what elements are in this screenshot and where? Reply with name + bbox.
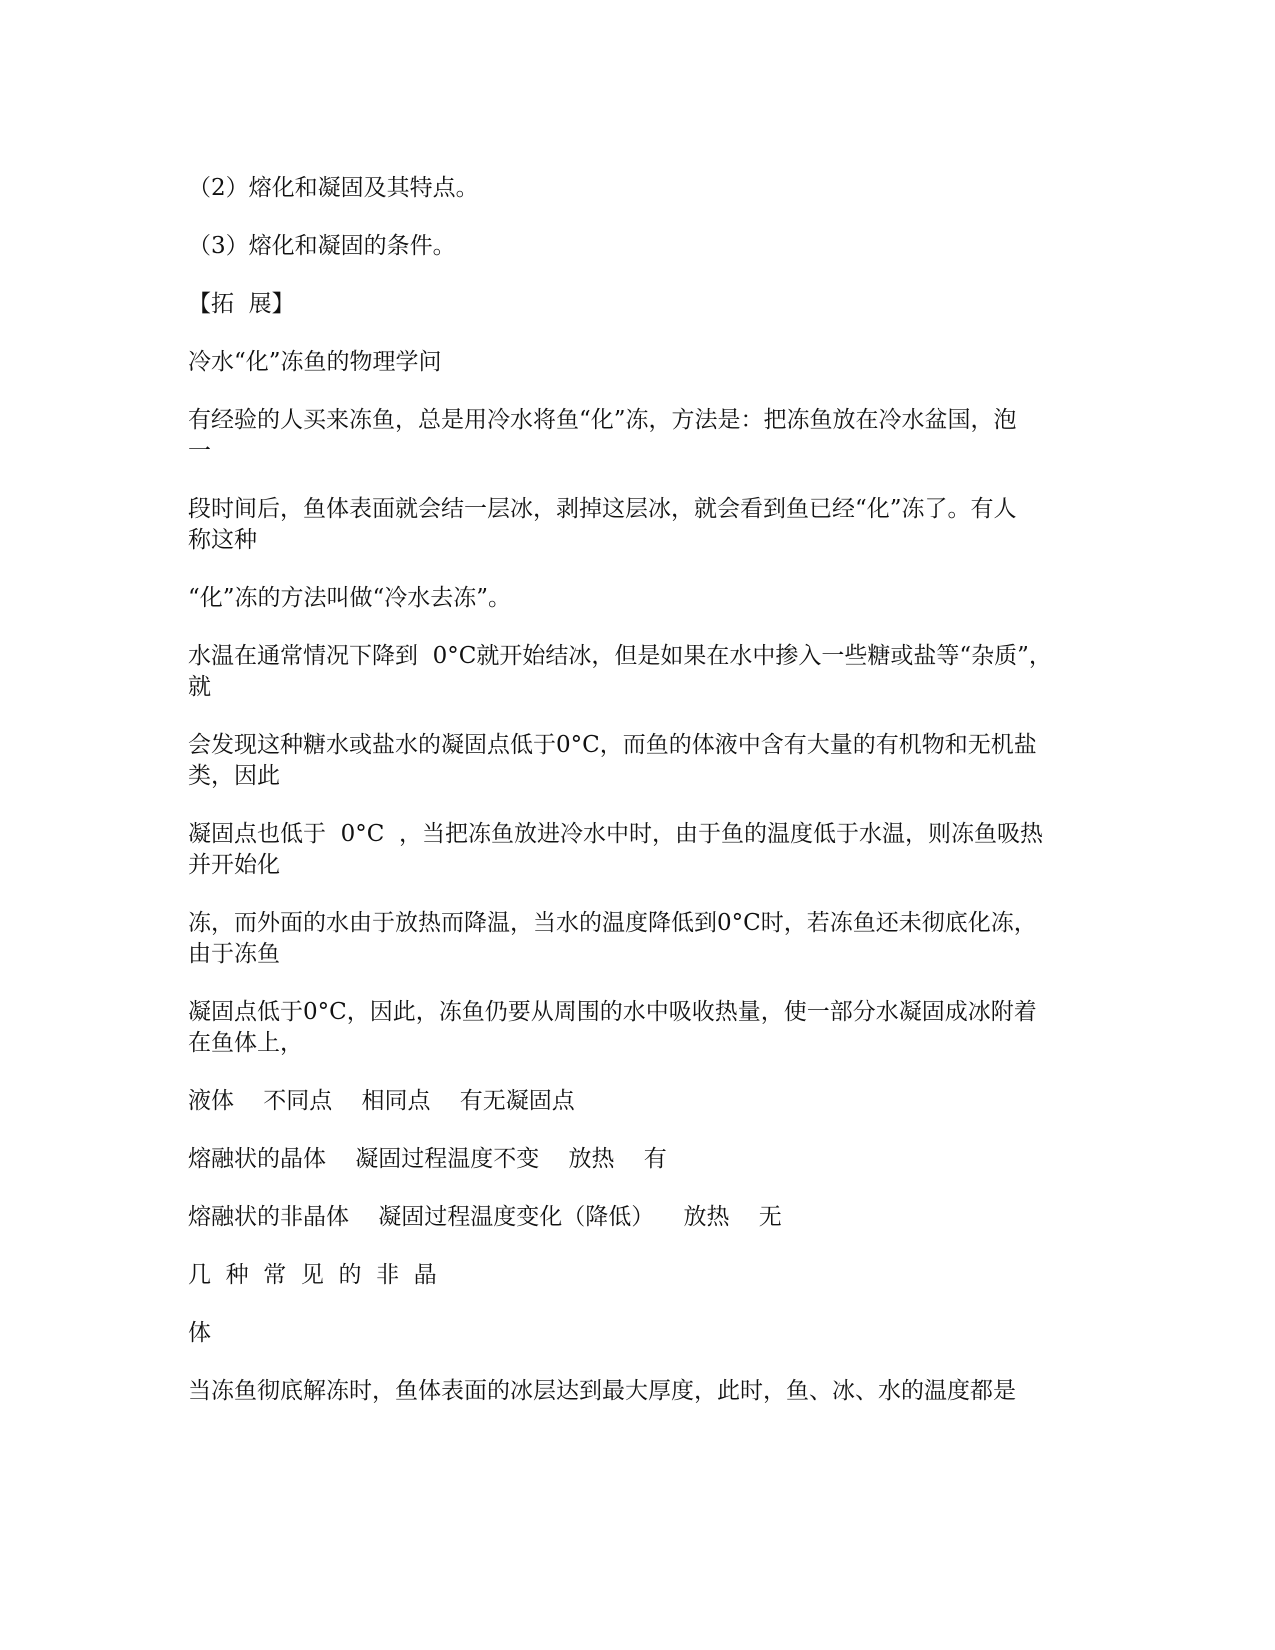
text-line-2: （3）熔化和凝固的条件。 <box>188 233 456 259</box>
paragraph-line-7b: 由于冻鱼 <box>188 941 280 967</box>
paragraph-line-5b: 类，因此 <box>188 763 280 789</box>
paragraph-line-5a: 会发现这种糖水或盐水的凝固点低于0°C，而鱼的体液中含有大量的有机物和无机盐 <box>188 732 1037 758</box>
paragraph-line-1a: 有经验的人买来冻鱼，总是用冷水将鱼“化”冻，方法是：把冻鱼放在冷水盆国，泡 <box>188 407 1017 433</box>
caption-line-1: 几 种 常 见 的 非 晶 <box>188 1262 437 1288</box>
table-row-crystal: 熔融状的晶体 凝固过程温度不变 放热 有 <box>188 1146 667 1172</box>
section-heading: 【拓 展】 <box>188 291 295 317</box>
paragraph-line-8b: 在鱼体上， <box>188 1030 303 1056</box>
paragraph-line-4b: 就 <box>188 674 211 700</box>
paragraph-line-4a: 水温在通常情况下降到 0°C就开始结冰，但是如果在水中掺入一些糖或盐等“杂质”， <box>188 643 1052 669</box>
table-header-row: 液体 不同点 相同点 有无凝固点 <box>188 1088 575 1114</box>
paragraph-line-6a: 凝固点也低于 0°C ，当把冻鱼放进冷水中时，由于鱼的温度低于水温，则冻鱼吸热 <box>188 821 1043 847</box>
article-title: 冷水“化”冻鱼的物理学问 <box>188 349 442 375</box>
caption-line-2: 体 <box>188 1320 211 1346</box>
text-line-1: （2）熔化和凝固及其特点。 <box>188 175 479 201</box>
paragraph-line-8a: 凝固点低于0°C，因此，冻鱼仍要从周围的水中吸收热量，使一部分水凝固成冰附着 <box>188 999 1037 1025</box>
paragraph-line-2a: 段时间后，鱼体表面就会结一层冰，剥掉这层冰，就会看到鱼已经“化”冻了。有人 <box>188 496 1017 522</box>
paragraph-line-7a: 冻，而外面的水由于放热而降温，当水的温度降低到0°C时，若冻鱼还未彻底化冻， <box>188 910 1037 936</box>
paragraph-line-9: 当冻鱼彻底解冻时，鱼体表面的冰层达到最大厚度，此时，鱼、冰、水的温度都是 <box>188 1378 1016 1404</box>
table-row-amorphous: 熔融状的非晶体 凝固过程温度变化（降低） 放热 无 <box>188 1204 782 1230</box>
paragraph-line-2b: 称这种 <box>188 527 257 553</box>
paragraph-line-6b: 并开始化 <box>188 852 280 878</box>
paragraph-line-1b: 一 <box>188 438 211 464</box>
paragraph-line-3: “化”冻的方法叫做“冷水去冻”。 <box>188 585 512 611</box>
